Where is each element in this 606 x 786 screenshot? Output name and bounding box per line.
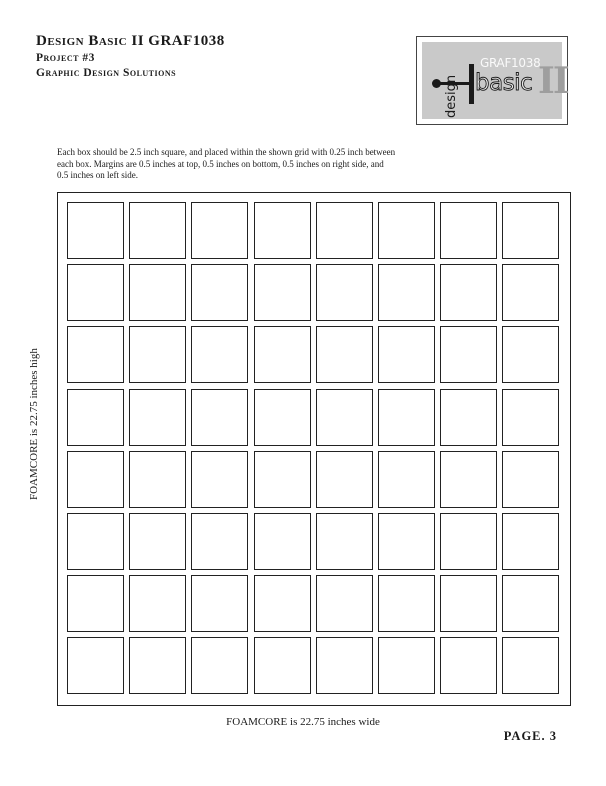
grid-box xyxy=(254,451,311,508)
grid-box xyxy=(129,575,186,632)
grid-box xyxy=(316,575,373,632)
grid-box xyxy=(67,513,124,570)
grid-box xyxy=(502,202,559,259)
grid-box xyxy=(67,575,124,632)
grid-box xyxy=(440,202,497,259)
height-label: FOAMCORE is 22.75 inches high xyxy=(28,348,40,500)
logo-numeral: II xyxy=(538,60,568,102)
grid-box xyxy=(316,451,373,508)
grid-box xyxy=(67,451,124,508)
grid-box xyxy=(254,637,311,694)
grid-box xyxy=(440,326,497,383)
grid-box xyxy=(191,326,248,383)
grid-box xyxy=(129,264,186,321)
grid-box xyxy=(440,389,497,446)
project-number: Project #3 xyxy=(36,52,95,65)
logo-course-code: GRAF1038 xyxy=(480,56,541,70)
grid-box xyxy=(191,389,248,446)
grid-box xyxy=(316,326,373,383)
grid-box xyxy=(254,513,311,570)
grid-box xyxy=(378,513,435,570)
width-label: FOAMCORE is 22.75 inches wide xyxy=(226,716,380,728)
grid-box xyxy=(378,389,435,446)
grid-box xyxy=(67,389,124,446)
grid-box xyxy=(254,326,311,383)
logo-design-text: design xyxy=(444,74,459,118)
grid-box xyxy=(129,451,186,508)
grid-box xyxy=(129,326,186,383)
grid-box xyxy=(316,513,373,570)
grid-box xyxy=(378,451,435,508)
grid-box xyxy=(67,264,124,321)
grid-box xyxy=(191,202,248,259)
grid-box xyxy=(191,451,248,508)
logo-background xyxy=(422,42,568,119)
project-subtitle: Graphic Design Solutions xyxy=(36,67,177,80)
grid-box xyxy=(254,264,311,321)
grid-box xyxy=(502,513,559,570)
grid-box xyxy=(129,513,186,570)
grid-box xyxy=(191,637,248,694)
grid-box xyxy=(67,326,124,383)
course-title: Design Basic II GRAF1038 xyxy=(36,33,225,49)
grid-box xyxy=(67,637,124,694)
grid-box xyxy=(316,264,373,321)
grid-box xyxy=(502,389,559,446)
foamcore-board xyxy=(57,192,571,706)
grid-box xyxy=(440,637,497,694)
grid-box xyxy=(502,264,559,321)
page-number: PAGE. 3 xyxy=(503,729,557,743)
grid-box xyxy=(129,389,186,446)
grid-box xyxy=(191,513,248,570)
grid-box xyxy=(316,202,373,259)
grid-box xyxy=(67,202,124,259)
grid-box xyxy=(440,451,497,508)
grid-box xyxy=(378,264,435,321)
grid-box xyxy=(502,575,559,632)
grid-box xyxy=(129,637,186,694)
grid-box xyxy=(378,326,435,383)
box-grid xyxy=(67,202,559,694)
grid-box xyxy=(502,326,559,383)
grid-box xyxy=(502,637,559,694)
course-logo xyxy=(416,36,568,125)
grid-box xyxy=(191,575,248,632)
logo-stem xyxy=(469,64,474,104)
grid-box xyxy=(254,202,311,259)
grid-box xyxy=(378,202,435,259)
grid-box xyxy=(440,513,497,570)
grid-box xyxy=(191,264,248,321)
grid-box xyxy=(254,389,311,446)
grid-box xyxy=(440,575,497,632)
grid-box xyxy=(440,264,497,321)
instructions-text: Each box should be 2.5 inch square, and placed within the shown grid with 0.25 inch between each box. Margins are 0.5 inches at top, 0.5 inches on bottom, 0.5 inches on right side, and 0.5 inches on left side. xyxy=(57,147,396,180)
grid-box xyxy=(316,389,373,446)
grid-box xyxy=(254,575,311,632)
grid-box xyxy=(378,637,435,694)
grid-box xyxy=(129,202,186,259)
logo-basic-text: basic xyxy=(475,70,533,96)
grid-box xyxy=(378,575,435,632)
grid-box xyxy=(502,451,559,508)
grid-box xyxy=(316,637,373,694)
document-header xyxy=(36,33,225,81)
